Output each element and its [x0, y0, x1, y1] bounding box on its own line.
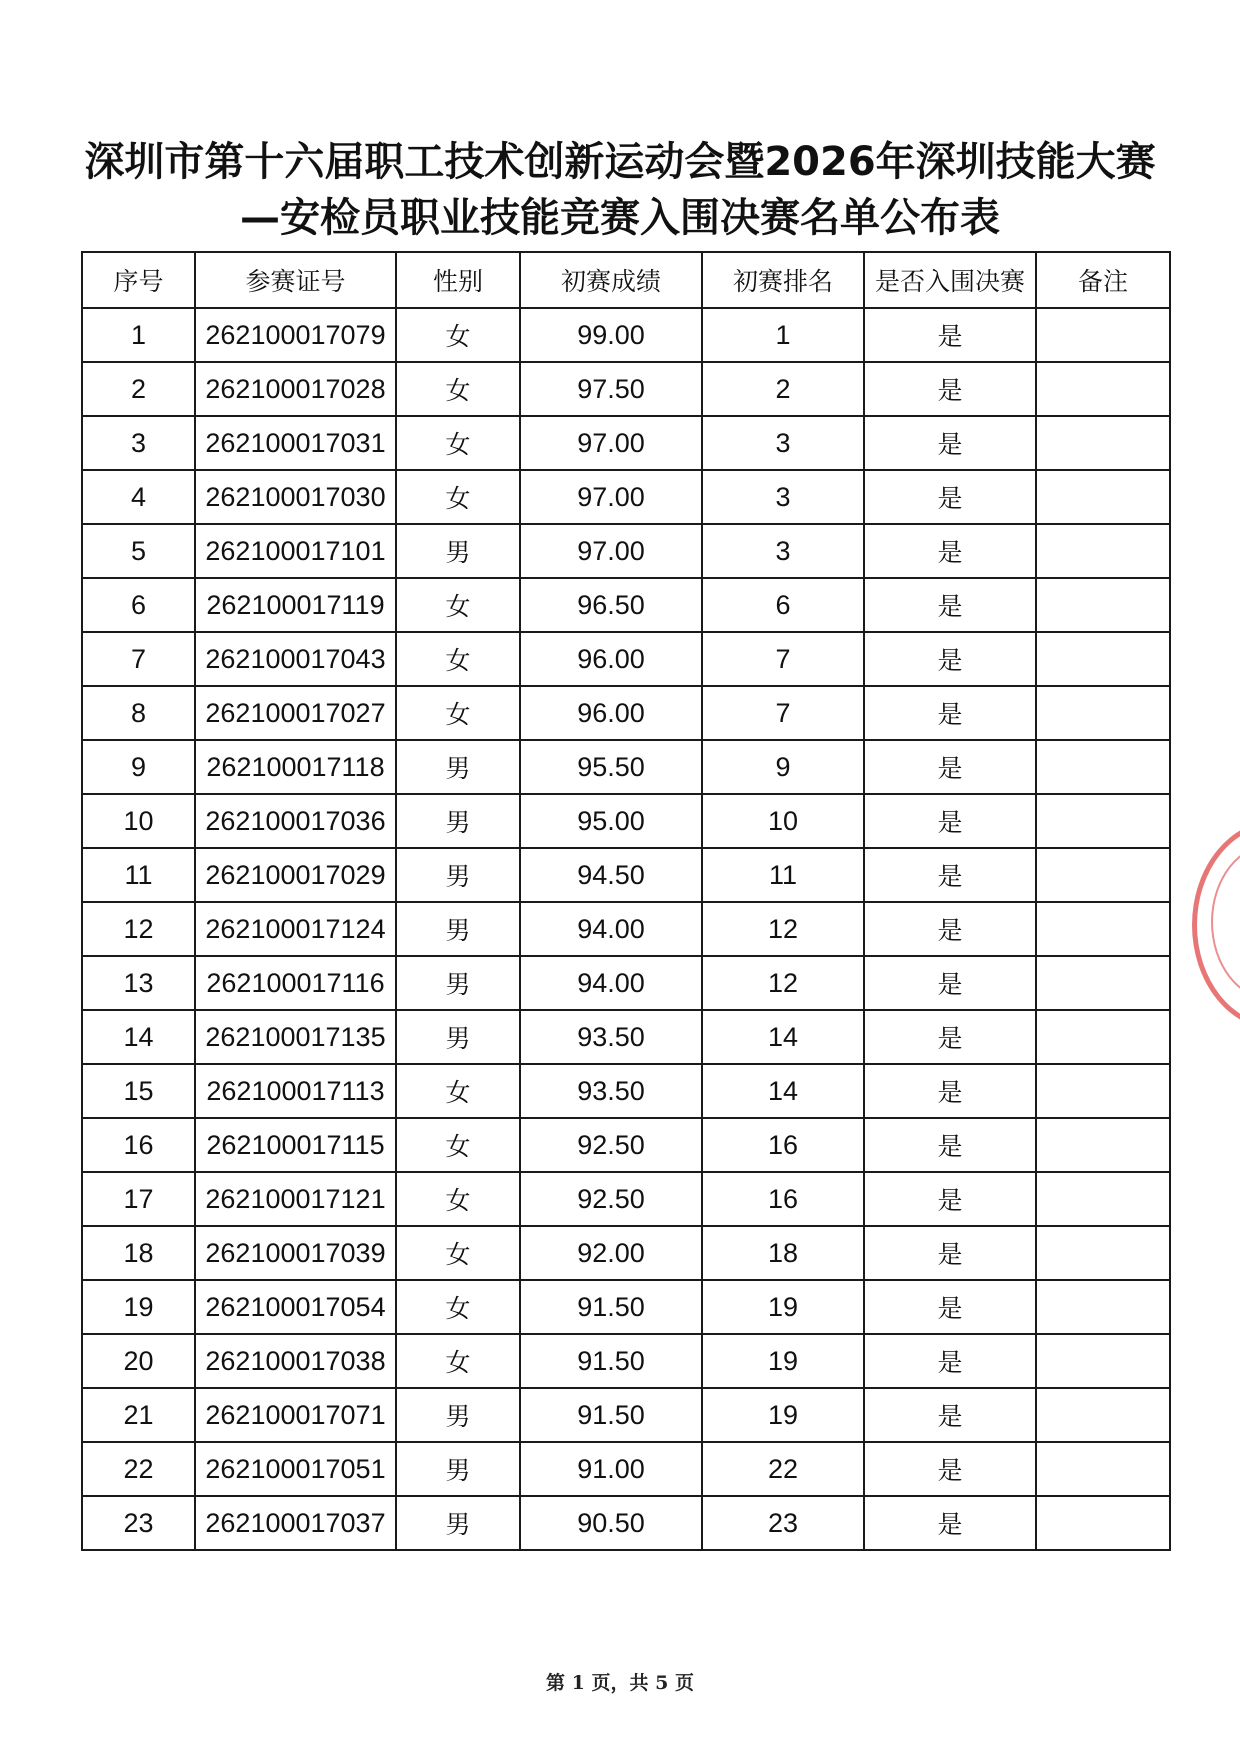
serial-number-cell: 14	[82, 1010, 195, 1064]
certificate-number-cell: 262100017115	[195, 1118, 396, 1172]
serial-number-cell: 8	[82, 686, 195, 740]
gender-cell: 女	[396, 686, 520, 740]
header-advance-to-final: 是否入围决赛	[864, 252, 1036, 308]
serial-number-cell: 10	[82, 794, 195, 848]
serial-number-cell: 21	[82, 1388, 195, 1442]
table-row	[82, 1226, 1170, 1280]
gender-cell: 女	[396, 1226, 520, 1280]
prelim-score-cell: 95.00	[520, 794, 702, 848]
serial-number-cell: 2	[82, 362, 195, 416]
table-row	[82, 1064, 1170, 1118]
title-line-2: —安检员职业技能竞赛入围决赛名单公布表	[240, 195, 1000, 241]
prelim-rank-cell: 14	[702, 1064, 864, 1118]
serial-number-cell: 1	[82, 308, 195, 362]
table-row	[82, 578, 1170, 632]
gender-cell: 男	[396, 1388, 520, 1442]
serial-number-cell: 23	[82, 1496, 195, 1550]
advance-cell: 是	[864, 848, 1036, 902]
prelim-score-cell: 94.00	[520, 956, 702, 1010]
gender-cell: 女	[396, 1334, 520, 1388]
prelim-score-cell: 92.50	[520, 1172, 702, 1226]
prelim-score-cell: 91.50	[520, 1280, 702, 1334]
prelim-rank-cell: 12	[702, 902, 864, 956]
prelim-rank-cell: 3	[702, 470, 864, 524]
certificate-number-cell: 262100017119	[195, 578, 396, 632]
gender-cell: 女	[396, 1064, 520, 1118]
advance-cell: 是	[864, 362, 1036, 416]
remarks-cell	[1036, 362, 1170, 416]
gender-cell: 男	[396, 1010, 520, 1064]
remarks-cell	[1036, 1226, 1170, 1280]
gender-cell: 男	[396, 902, 520, 956]
certificate-number-cell: 262100017054	[195, 1280, 396, 1334]
gender-cell: 女	[396, 1118, 520, 1172]
advance-cell: 是	[864, 1118, 1036, 1172]
prelim-score-cell: 92.50	[520, 1118, 702, 1172]
certificate-number-cell: 262100017135	[195, 1010, 396, 1064]
prelim-score-cell: 94.50	[520, 848, 702, 902]
certificate-number-cell: 262100017071	[195, 1388, 396, 1442]
advance-cell: 是	[864, 794, 1036, 848]
certificate-number-cell: 262100017043	[195, 632, 396, 686]
prelim-rank-cell: 2	[702, 362, 864, 416]
remarks-cell	[1036, 848, 1170, 902]
table-row	[82, 848, 1170, 902]
table-row	[82, 1172, 1170, 1226]
prelim-score-cell: 92.00	[520, 1226, 702, 1280]
table-row	[82, 956, 1170, 1010]
certificate-number-cell: 262100017037	[195, 1496, 396, 1550]
advance-cell: 是	[864, 416, 1036, 470]
table-row	[82, 1280, 1170, 1334]
remarks-cell	[1036, 794, 1170, 848]
gender-cell: 女	[396, 362, 520, 416]
prelim-rank-cell: 22	[702, 1442, 864, 1496]
remarks-cell	[1036, 632, 1170, 686]
serial-number-cell: 6	[82, 578, 195, 632]
remarks-cell	[1036, 1388, 1170, 1442]
gender-cell: 男	[396, 1496, 520, 1550]
prelim-score-cell: 91.50	[520, 1388, 702, 1442]
remarks-cell	[1036, 1172, 1170, 1226]
certificate-number-cell: 262100017101	[195, 524, 396, 578]
table-row	[82, 470, 1170, 524]
table-row	[82, 740, 1170, 794]
advance-cell: 是	[864, 1172, 1036, 1226]
advance-cell: 是	[864, 1010, 1036, 1064]
prelim-rank-cell: 3	[702, 524, 864, 578]
prelim-rank-cell: 3	[702, 416, 864, 470]
prelim-rank-cell: 18	[702, 1226, 864, 1280]
table-row	[82, 902, 1170, 956]
serial-number-cell: 16	[82, 1118, 195, 1172]
prelim-rank-cell: 19	[702, 1280, 864, 1334]
prelim-score-cell: 90.50	[520, 1496, 702, 1550]
header-certificate-number: 参赛证号	[195, 252, 396, 308]
table-row	[82, 308, 1170, 362]
prelim-rank-cell: 16	[702, 1118, 864, 1172]
serial-number-cell: 15	[82, 1064, 195, 1118]
serial-number-cell: 7	[82, 632, 195, 686]
advance-cell: 是	[864, 1334, 1036, 1388]
prelim-rank-cell: 14	[702, 1010, 864, 1064]
prelim-rank-cell: 7	[702, 686, 864, 740]
table-row	[82, 794, 1170, 848]
title-line-1: 深圳市第十六届职工技术创新运动会暨2026年深圳技能大赛	[84, 139, 1156, 185]
prelim-score-cell: 93.50	[520, 1064, 702, 1118]
advance-cell: 是	[864, 1280, 1036, 1334]
table-row	[82, 416, 1170, 470]
gender-cell: 女	[396, 416, 520, 470]
table-row	[82, 1388, 1170, 1442]
advance-cell: 是	[864, 1496, 1036, 1550]
prelim-rank-cell: 1	[702, 308, 864, 362]
table-row	[82, 1118, 1170, 1172]
advance-cell: 是	[864, 1226, 1036, 1280]
advance-cell: 是	[864, 956, 1036, 1010]
gender-cell: 女	[396, 470, 520, 524]
advance-cell: 是	[864, 308, 1036, 362]
gender-cell: 男	[396, 848, 520, 902]
prelim-rank-cell: 7	[702, 632, 864, 686]
gender-cell: 女	[396, 308, 520, 362]
certificate-number-cell: 262100017118	[195, 740, 396, 794]
prelim-score-cell: 94.00	[520, 902, 702, 956]
advance-cell: 是	[864, 1064, 1036, 1118]
serial-number-cell: 5	[82, 524, 195, 578]
certificate-number-cell: 262100017027	[195, 686, 396, 740]
prelim-rank-cell: 19	[702, 1388, 864, 1442]
remarks-cell	[1036, 308, 1170, 362]
prelim-score-cell: 96.50	[520, 578, 702, 632]
prelim-rank-cell: 23	[702, 1496, 864, 1550]
certificate-number-cell: 262100017030	[195, 470, 396, 524]
remarks-cell	[1036, 1064, 1170, 1118]
remarks-cell	[1036, 578, 1170, 632]
prelim-score-cell: 97.00	[520, 416, 702, 470]
gender-cell: 女	[396, 1172, 520, 1226]
table-row	[82, 362, 1170, 416]
table-row	[82, 524, 1170, 578]
certificate-number-cell: 262100017124	[195, 902, 396, 956]
seal-inner-ring	[1211, 843, 1240, 1001]
table-row	[82, 632, 1170, 686]
advance-cell: 是	[864, 578, 1036, 632]
gender-cell: 男	[396, 740, 520, 794]
page-title	[0, 134, 1240, 246]
table-row	[82, 686, 1170, 740]
table-row	[82, 1496, 1170, 1550]
certificate-number-cell: 262100017028	[195, 362, 396, 416]
certificate-number-cell: 262100017036	[195, 794, 396, 848]
prelim-rank-cell: 10	[702, 794, 864, 848]
advance-cell: 是	[864, 632, 1036, 686]
remarks-cell	[1036, 524, 1170, 578]
serial-number-cell: 22	[82, 1442, 195, 1496]
advance-cell: 是	[864, 1442, 1036, 1496]
prelim-rank-cell: 19	[702, 1334, 864, 1388]
serial-number-cell: 11	[82, 848, 195, 902]
header-row	[82, 252, 1170, 308]
header-prelim-rank: 初赛排名	[702, 252, 864, 308]
prelim-rank-cell: 9	[702, 740, 864, 794]
certificate-number-cell: 262100017113	[195, 1064, 396, 1118]
prelim-score-cell: 97.50	[520, 362, 702, 416]
serial-number-cell: 17	[82, 1172, 195, 1226]
remarks-cell	[1036, 1010, 1170, 1064]
advance-cell: 是	[864, 686, 1036, 740]
certificate-number-cell: 262100017031	[195, 416, 396, 470]
serial-number-cell: 20	[82, 1334, 195, 1388]
prelim-score-cell: 96.00	[520, 632, 702, 686]
table-row	[82, 1442, 1170, 1496]
remarks-cell	[1036, 740, 1170, 794]
gender-cell: 男	[396, 1442, 520, 1496]
serial-number-cell: 4	[82, 470, 195, 524]
prelim-score-cell: 97.00	[520, 470, 702, 524]
remarks-cell	[1036, 1334, 1170, 1388]
advance-cell: 是	[864, 470, 1036, 524]
remarks-cell	[1036, 1496, 1170, 1550]
advance-cell: 是	[864, 524, 1036, 578]
advance-cell: 是	[864, 1388, 1036, 1442]
prelim-score-cell: 91.00	[520, 1442, 702, 1496]
header-remarks: 备注	[1036, 252, 1170, 308]
serial-number-cell: 13	[82, 956, 195, 1010]
certificate-number-cell: 262100017029	[195, 848, 396, 902]
gender-cell: 男	[396, 794, 520, 848]
certificate-number-cell: 262100017116	[195, 956, 396, 1010]
prelim-score-cell: 91.50	[520, 1334, 702, 1388]
prelim-score-cell: 97.00	[520, 524, 702, 578]
table-row	[82, 1334, 1170, 1388]
certificate-number-cell: 262100017039	[195, 1226, 396, 1280]
certificate-number-cell: 262100017038	[195, 1334, 396, 1388]
prelim-rank-cell: 12	[702, 956, 864, 1010]
certificate-number-cell: 262100017121	[195, 1172, 396, 1226]
table-row	[82, 1010, 1170, 1064]
prelim-score-cell: 96.00	[520, 686, 702, 740]
remarks-cell	[1036, 902, 1170, 956]
prelim-rank-cell: 6	[702, 578, 864, 632]
gender-cell: 女	[396, 578, 520, 632]
advance-cell: 是	[864, 902, 1036, 956]
remarks-cell	[1036, 416, 1170, 470]
remarks-cell	[1036, 956, 1170, 1010]
serial-number-cell: 12	[82, 902, 195, 956]
serial-number-cell: 9	[82, 740, 195, 794]
prelim-rank-cell: 11	[702, 848, 864, 902]
serial-number-cell: 3	[82, 416, 195, 470]
prelim-score-cell: 93.50	[520, 1010, 702, 1064]
certificate-number-cell: 262100017079	[195, 308, 396, 362]
serial-number-cell: 18	[82, 1226, 195, 1280]
header-gender: 性别	[396, 252, 520, 308]
remarks-cell	[1036, 1118, 1170, 1172]
prelim-score-cell: 99.00	[520, 308, 702, 362]
prelim-score-cell: 95.50	[520, 740, 702, 794]
advance-cell: 是	[864, 740, 1036, 794]
serial-number-cell: 19	[82, 1280, 195, 1334]
header-serial-number: 序号	[82, 252, 195, 308]
official-seal-icon	[1192, 820, 1240, 1030]
header-prelim-score: 初赛成绩	[520, 252, 702, 308]
certificate-number-cell: 262100017051	[195, 1442, 396, 1496]
remarks-cell	[1036, 686, 1170, 740]
gender-cell: 男	[396, 956, 520, 1010]
remarks-cell	[1036, 1280, 1170, 1334]
prelim-rank-cell: 16	[702, 1172, 864, 1226]
table-body	[82, 308, 1170, 1550]
table-header	[82, 252, 1170, 308]
remarks-cell	[1036, 470, 1170, 524]
gender-cell: 女	[396, 632, 520, 686]
gender-cell: 男	[396, 524, 520, 578]
page-indicator: 第 1 页，共 5 页	[546, 1672, 694, 1694]
remarks-cell	[1036, 1442, 1170, 1496]
gender-cell: 女	[396, 1280, 520, 1334]
finalist-table	[81, 251, 1171, 1551]
